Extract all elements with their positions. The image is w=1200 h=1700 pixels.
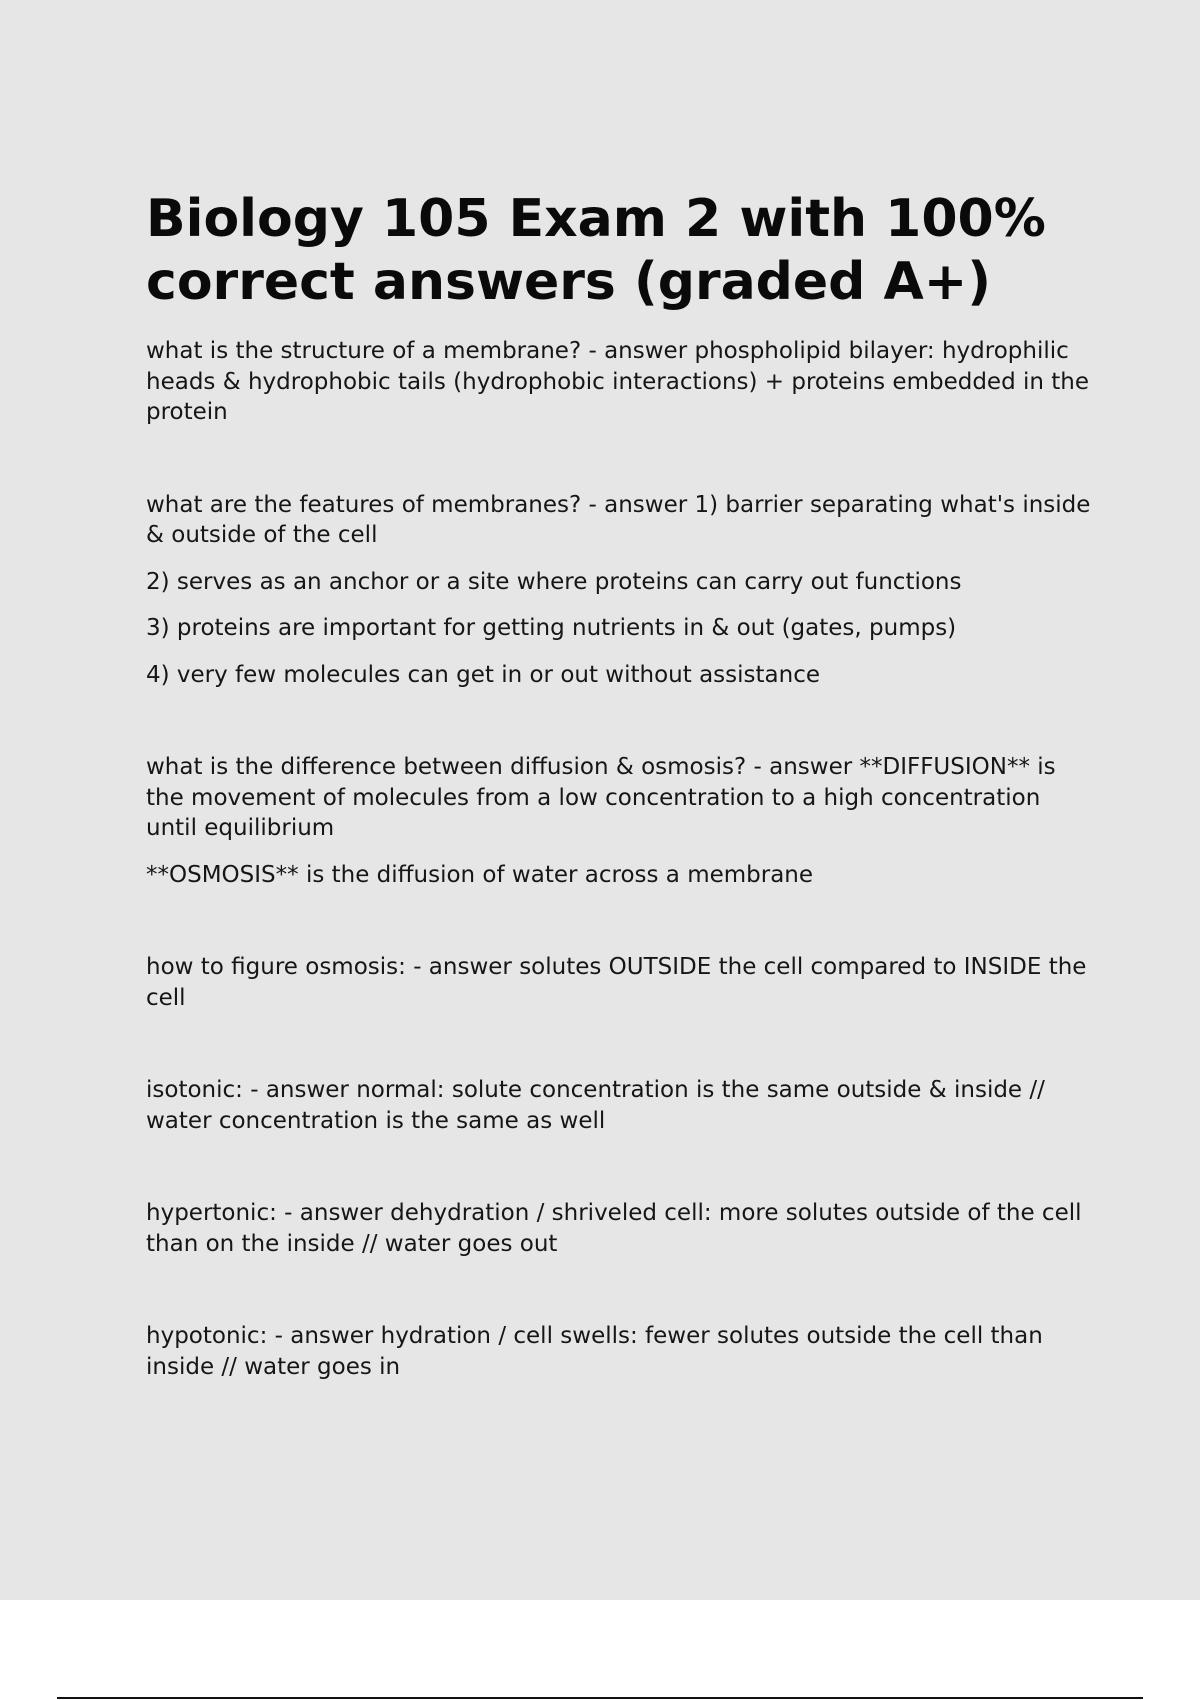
- qa-text: isotonic: - answer normal: solute concentration is the same outside & inside // water concentration is the same as well: [146, 1077, 1045, 1134]
- document-content: [146, 188, 1096, 1444]
- qa-list-item: 2) serves as an anchor or a site where proteins can carry out functions: [146, 568, 962, 595]
- qa-item-membrane-features: [146, 490, 1096, 691]
- qa-list-item: 3) proteins are important for getting nutrients in & out (gates, pumps): [146, 615, 957, 641]
- qa-text: **OSMOSIS** is the diffusion of water across a membrane: [146, 861, 814, 888]
- qa-text: hypotonic: - answer hydration / cell swells: fewer solutes outside the cell than inside // water goes in: [146, 1323, 1043, 1380]
- qa-item-hypertonic: [146, 1198, 1096, 1259]
- qa-text: what is the structure of a membrane? - answer phospholipid bilayer: hydrophilic heads & hydrophobic tails (hydrophobic interactions) + proteins embedded in the protein: [146, 338, 1090, 425]
- qa-item-hypotonic: [146, 1321, 1096, 1382]
- footer-divider: [57, 1697, 1143, 1699]
- qa-text: how to figure osmosis: - answer solutes OUTSIDE the cell compared to INSIDE the cell: [146, 954, 1087, 1011]
- qa-list-item: 4) very few molecules can get in or out without assistance: [146, 661, 820, 688]
- qa-text: what are the features of membranes? - answer 1) barrier separating what's inside & outside of the cell: [146, 491, 1091, 548]
- qa-item-figure-osmosis: [146, 952, 1096, 1013]
- page-title: Biology 105 Exam 2 with 100% correct answers (graded A+): [146, 189, 1046, 312]
- qa-item-isotonic: [146, 1075, 1096, 1136]
- qa-item-diffusion-osmosis: [146, 752, 1096, 890]
- qa-text: what is the difference between diffusion & osmosis? - answer **DIFFUSION** is the movement of molecules from a low concentration to a high concentration until equilibrium: [146, 754, 1056, 841]
- qa-item-membrane-structure: [146, 336, 1096, 428]
- qa-text: hypertonic: - answer dehydration / shriveled cell: more solutes outside of the cell than on the inside // water goes out: [146, 1200, 1082, 1257]
